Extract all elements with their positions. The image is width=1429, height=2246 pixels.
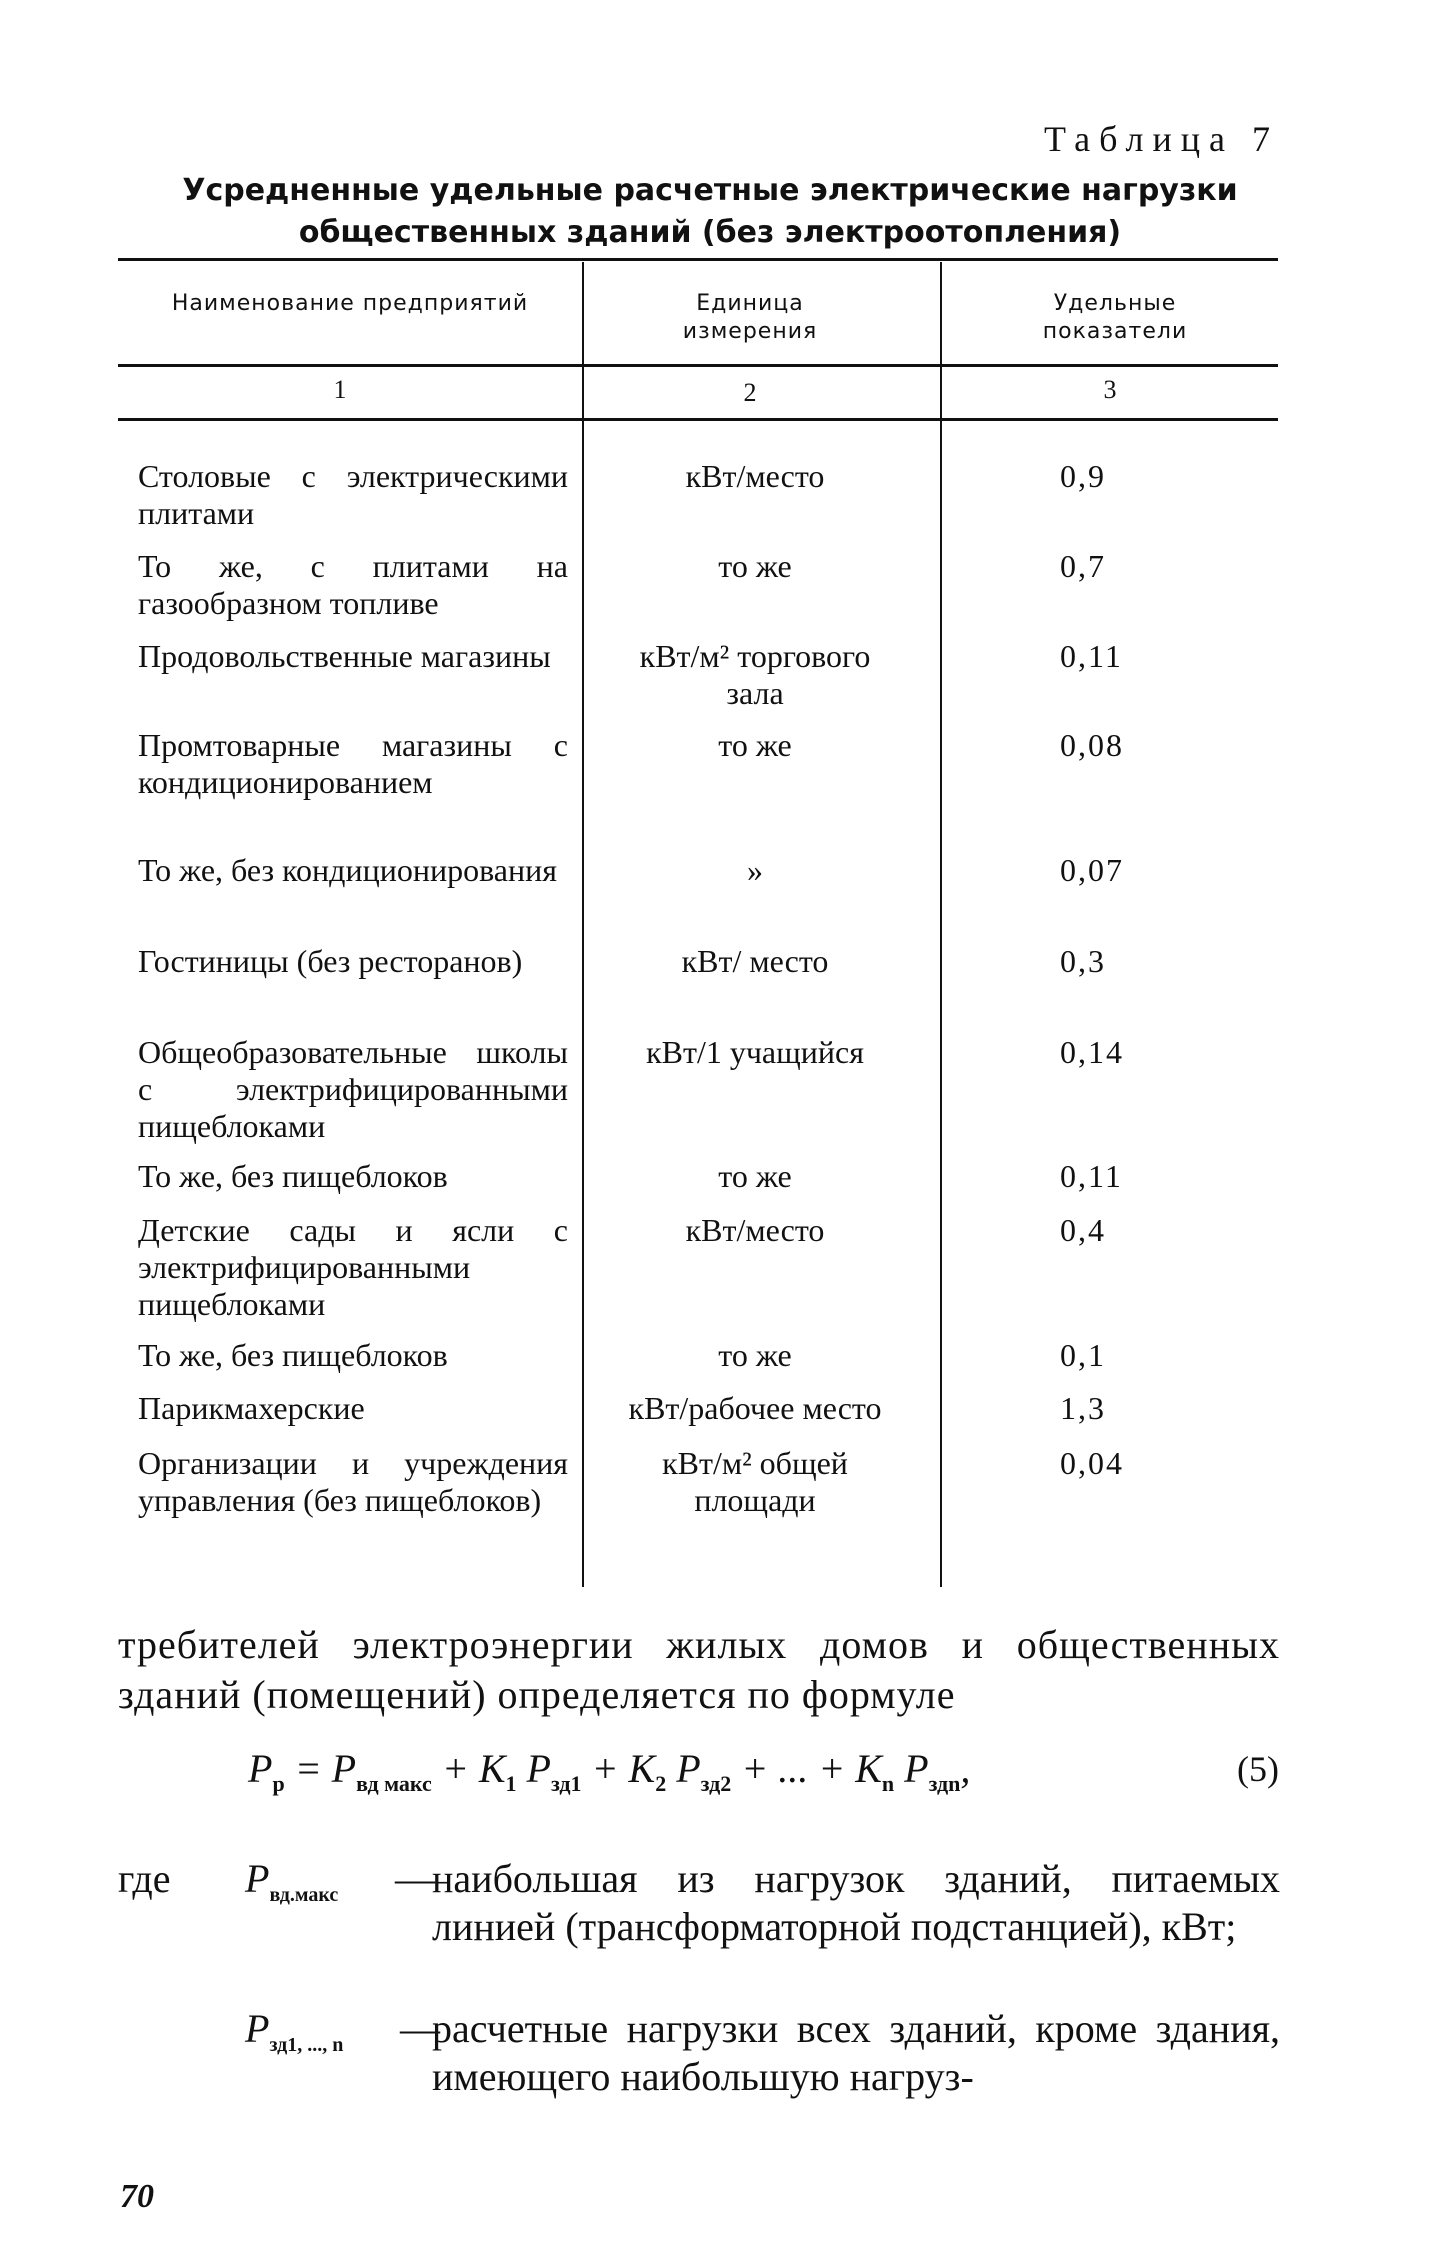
row-value: 0,11 [1060, 1158, 1123, 1194]
row-unit: кВт/м² торгового зала [639, 638, 871, 711]
header-name: Наименование предприятий [171, 291, 529, 316]
number-rule [118, 418, 1278, 421]
formula: $P_р = P_{вд макс} + K_1$ $P_{зд1} + K_2$ $P_{зд2}$ + ... + $K_n$ $P_{здn}$, [248, 1746, 971, 1796]
header-rule [118, 364, 1278, 367]
column-divider-2 [940, 262, 942, 1587]
row-name: То же, без пищеблоков [138, 1158, 448, 1194]
table-caption: Таблица 7 [1044, 119, 1279, 159]
symbol-p-max: $P_{вд.макс}$ [245, 1856, 339, 1906]
row-unit: кВт/место [685, 458, 825, 494]
row-name: Промтоварные магазины с кондиционированием [138, 727, 568, 800]
row-value: 0,11 [1060, 638, 1123, 674]
column-number-1: 1 [333, 375, 347, 404]
row-value: 0,08 [1060, 727, 1124, 763]
row-value: 0,04 [1060, 1445, 1124, 1481]
column-divider-1 [582, 262, 584, 1587]
header-value: Удельные показатели [1042, 291, 1188, 344]
symbol-p-buildings: $P_{зд1, ..., n}$ [245, 2006, 344, 2056]
dash: — [400, 2006, 440, 2051]
row-unit: кВт/ место [681, 943, 829, 979]
row-unit: то же [718, 1337, 792, 1373]
table-title: Усредненные удельные расчетные электрические нагрузки общественных зданий (без электроотопления) [182, 173, 1238, 250]
row-value: 0,7 [1060, 548, 1106, 584]
row-value: 0,3 [1060, 943, 1106, 979]
row-name: Детские сады и ясли с электрифицированными пищеблоками [138, 1212, 568, 1322]
row-unit: то же [718, 548, 792, 584]
table-top-rule [118, 258, 1278, 261]
row-name: Столовые с электрическими плитами [138, 458, 568, 531]
row-unit: то же [718, 1158, 792, 1194]
definition-p-buildings: расчетные нагрузки всех зданий, кроме здания, имеющего наибольшую нагруз- [432, 2006, 1280, 2099]
row-value: 0,07 [1060, 852, 1124, 888]
row-unit: кВт/м² общей площади [662, 1445, 848, 1518]
row-value: 0,9 [1060, 458, 1106, 494]
row-name: То же, без пищеблоков [138, 1337, 448, 1373]
row-value: 0,4 [1060, 1212, 1106, 1248]
row-name: Общеобразовательные школы с электрифицированными пищеблоками [138, 1034, 568, 1144]
row-name: То же, с плитами на газообразном топливе [138, 548, 568, 621]
row-value: 0,14 [1060, 1034, 1124, 1070]
definition-p-max: наибольшая из нагрузок зданий, питаемых линией (трансформаторной подстанцией), кВт; [432, 1856, 1280, 1949]
row-unit: кВт/рабочее место [628, 1390, 882, 1426]
row-value: 1,3 [1060, 1390, 1106, 1426]
equation-number: (5) [1237, 1749, 1279, 1789]
dash: — [395, 1856, 435, 1901]
row-value: 0,1 [1060, 1337, 1106, 1373]
page-number: 70 [120, 2178, 154, 2215]
row-unit: » [747, 852, 763, 888]
row-name: То же, без кондиционирования [138, 852, 557, 888]
row-name: Организации и учреждения управления (без пищеблоков) [138, 1445, 568, 1518]
header-unit: Единица измерения [682, 291, 818, 344]
column-number-2: 2 [743, 378, 757, 407]
row-unit: кВт/1 учащийся [646, 1034, 864, 1070]
body-paragraph: требителей электроэнергии жилых домов и общественных зданий (помещений) определяется по формуле [118, 1622, 1280, 1717]
row-name: Продовольственные магазины [138, 638, 551, 674]
row-unit: кВт/место [685, 1212, 825, 1248]
row-name: Гостиницы (без ресторанов) [138, 943, 523, 979]
row-unit: то же [718, 727, 792, 763]
column-number-3: 3 [1103, 375, 1117, 404]
row-name: Парикмахерские [138, 1390, 365, 1426]
where-label: где [118, 1856, 171, 1901]
